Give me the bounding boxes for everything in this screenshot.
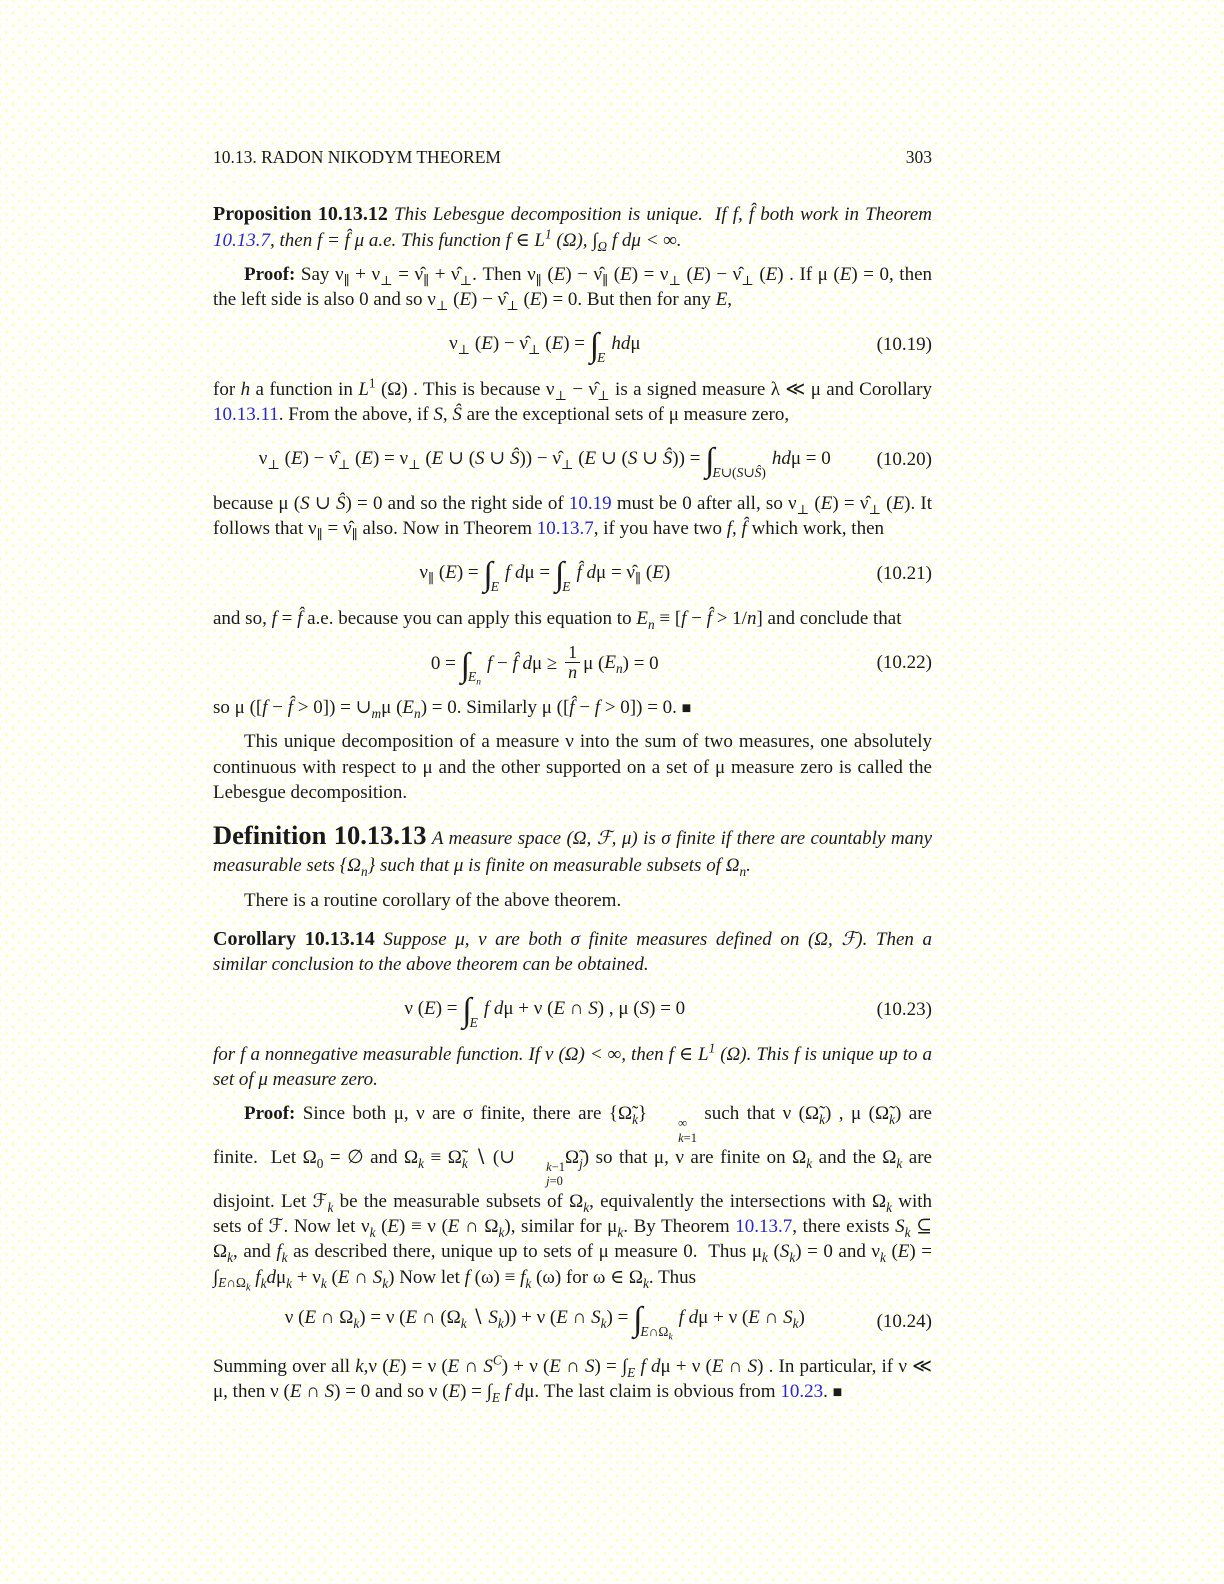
cross-reference-link[interactable]: 10.13.7	[536, 518, 594, 540]
page-content	[213, 146, 932, 1404]
paragraph-for-f: for f a nonnegative measurable function. If ν (Ω) < ∞, then f ∈ $L^1$ (Ω). This f is unique up to a set of μ measure zero.	[213, 1040, 933, 1090]
proof-paragraph-1: Proof: Say $\nu_\parallel + \nu_\perp$ = $\nû_\parallel$ + $\nû_\perp$. Then $\nu_\parallel$ $(E) - \nû_\parallel$ $(E) = \nu_\perp$ $(E) - \nû_\perp$ (E) . If μ (E) = 0, then the left side is also 0 and so $\nu_\perp$ $(E) - \nû_\perp$ (E) = 0. But then for any E,	[213, 264, 933, 314]
equation-10-21-number: (10.21)	[876, 563, 932, 585]
equation-10-20	[213, 435, 932, 483]
cross-reference-link[interactable]: 10.23	[780, 1381, 824, 1403]
paragraph-summing: Summing over all k,ν (E) = ν (E ∩ $S^C) + \nu$ (E ∩ $S) = \int_E$ f dμ + ν (E ∩ S) . In particular, if ν ≪ μ, then ν (E ∩ S) = 0 and so ν $(E) = \int_E$ f dμ. The last claim is obvious from 10.23. ■	[213, 1352, 932, 1405]
equation-10-23-body: ν (E) = ∫Ef dμ + ν (E ∩ S) , μ (S) = 0	[404, 992, 686, 1031]
proposition-body: This Lebesgue decomposition is unique. If f, f̂ both work in Theorem 10.13.7, then f = f̂ μ a.e. This function f ∈ $L^1$ (Ω), $\int_\Omega$ f dμ < ∞.	[213, 204, 932, 254]
paragraph-for-h: for h a function in $L^1$ (Ω) . This is because $\nu_\perp$ − $\nû_\perp$ is a signed measure λ ≪ μ and Corollary 10.13.11. From the above, if S, Ŝ are the exceptional sets of μ measure zero,	[213, 375, 932, 425]
qed-symbol: ■	[681, 699, 692, 717]
paragraph-lebesgue-decomposition: This unique decomposition of a measure ν into the sum of two measures, one absolutely continuous with respect to μ and the other supported on a set of μ measure zero is called the Lebesgue decomposition.	[213, 731, 932, 803]
equation-10-22	[213, 639, 932, 687]
running-head-section-title: 10.13. RADON NIKODYM THEOREM	[213, 147, 501, 167]
equation-10-24-body: ν (E ∩ $\Omega_k) = \nu$ (E ∩ ($\Omega_k$ ∖ $S_k)) + \nu$ (E ∩ $S_k$) = $\int E\cap\Omega_kf$ dμ + ν (E ∩ $S_k$)	[284, 1301, 805, 1344]
corollary-label: Corollary 10.13.14	[213, 927, 375, 950]
cross-reference-link[interactable]: 10.13.7	[213, 229, 270, 251]
equation-10-22-number: (10.22)	[876, 652, 932, 674]
paragraph-because: because μ (S ∪ Ŝ) = 0 and so the right side of 10.19 must be 0 after all, so $\nu_\perp$ $(E) = \nû_\perp$ (E). It follows that $\nu_\parallel$ = $\nû_\parallel$ also. Now in Theorem 10.13.7, if you have two f, f̂ which work, then	[213, 493, 933, 543]
proof-paragraph-2: Proof: Since both μ, ν are σ finite, there are $\{\Omegã_k\}$ ∞ k=1 such that ν $(\Omegã_k)$ , μ $(\Omegã_k)$ are finite. Let $\Omega_0$ = ∅ and $\Omega_k$ ≡ $\Omegã_k$ ∖ (∪ k−1 j=0 $\Omegã_j$) so that μ, ν are finite on $\Omega_k$ and the $\Omega_k$ are disjoint. Let ℱ$_k$ be the measurable subsets of $\Omega_k$, equivalently the intersections with $\Omega_k$ with sets of ℱ. Now let $\nu_k$ (E) ≡ ν (E ∩ $\Omega_k$), similar for $\mu_k$. By Theorem 10.13.7, there exists $S_k$ ⊆ $\Omega_k$, and $f_k$ as described there, unique up to sets of μ measure 0. Thus $\mu_k$ $(S_k) = 0$ and $\nu_k$ $(E) = \int_{E\cap\Omega_k}$ $f_kd\mu_k + \nu_k$ (E ∩ $S_k$) Now let f $(\omega) \equiv f_k$ (ω) for ω ∈ $\Omega_k$. Thus	[213, 1103, 933, 1294]
running-head-page-number: 303	[905, 147, 932, 167]
running-head	[213, 146, 932, 169]
proposition-label: Proposition 10.13.12	[213, 203, 388, 226]
cross-reference-link[interactable]: 10.19	[568, 493, 612, 515]
equation-10-24-number: (10.24)	[876, 1311, 932, 1333]
cross-reference-link[interactable]: 10.13.7	[735, 1215, 793, 1237]
equation-10-23	[213, 986, 932, 1034]
corollary-body: Suppose μ, ν are both σ finite measures defined on (Ω, ℱ). Then a similar conclusion to the above theorem can be obtained.	[213, 928, 933, 976]
paragraph-so-mu: so μ ([f − f̂ > $0]) = \cup_m\mu$ $(E_n) = 0$. Similarly μ ([f̂ − f > 0]) = 0. ■	[213, 696, 692, 721]
qed-symbol: ■	[832, 1384, 843, 1402]
equation-10-19-body: $\nu_\perp$ $(E) - \nû_\perp$ (E) = ∫Ehdμ	[449, 327, 641, 366]
corollary-10-13-14	[213, 926, 932, 978]
paragraph-and-so: and so, f = f̂ a.e. because you can apply this equation to $E_n \equiv [f$ − f̂ > 1/n] and conclude that	[213, 607, 902, 632]
equation-10-21-body: $\nu_\parallel$ (E) = ∫Ef dμ = ∫Ef̂ $d\mu = \nû_\parallel$ (E)	[419, 556, 671, 595]
definition-body: A measure space (Ω, ℱ, μ) is σ finite if there are countably many measurable sets $\{\Omega_n\}$ such that μ is finite on measurable subsets of $\Omega_n$.	[213, 828, 933, 880]
equation-10-22-body: $0 = \int E_nf$ − f̂ dμ ≥ $\frac{1}{n}$ μ $(E_n) = 0$	[430, 641, 659, 689]
equation-10-23-number: (10.23)	[876, 999, 932, 1021]
cross-reference-link[interactable]: 10.13.11	[213, 403, 279, 425]
definition-label: Definition 10.13.13	[213, 820, 427, 851]
equation-10-20-number: (10.20)	[876, 448, 932, 470]
equation-10-19	[213, 321, 932, 369]
definition-10-13-13	[213, 818, 932, 879]
equation-10-19-number: (10.19)	[876, 334, 932, 356]
proposition-10-13-12	[213, 201, 932, 253]
equation-10-20-body: $\nu_\perp$ $(E) - \nû_\perp$ $(E) = \nu_\perp$ (E ∪ (S ∪ Ŝ)) − $\nû_\perp$ (E ∪ (S ∪ Ŝ)) = ∫E∪(S∪Ŝ)hdμ = 0	[258, 441, 831, 480]
equation-10-24	[213, 1298, 932, 1346]
equation-10-21	[213, 550, 932, 598]
paragraph-routine-corollary: There is a routine corollary of the above theorem.	[244, 889, 622, 911]
